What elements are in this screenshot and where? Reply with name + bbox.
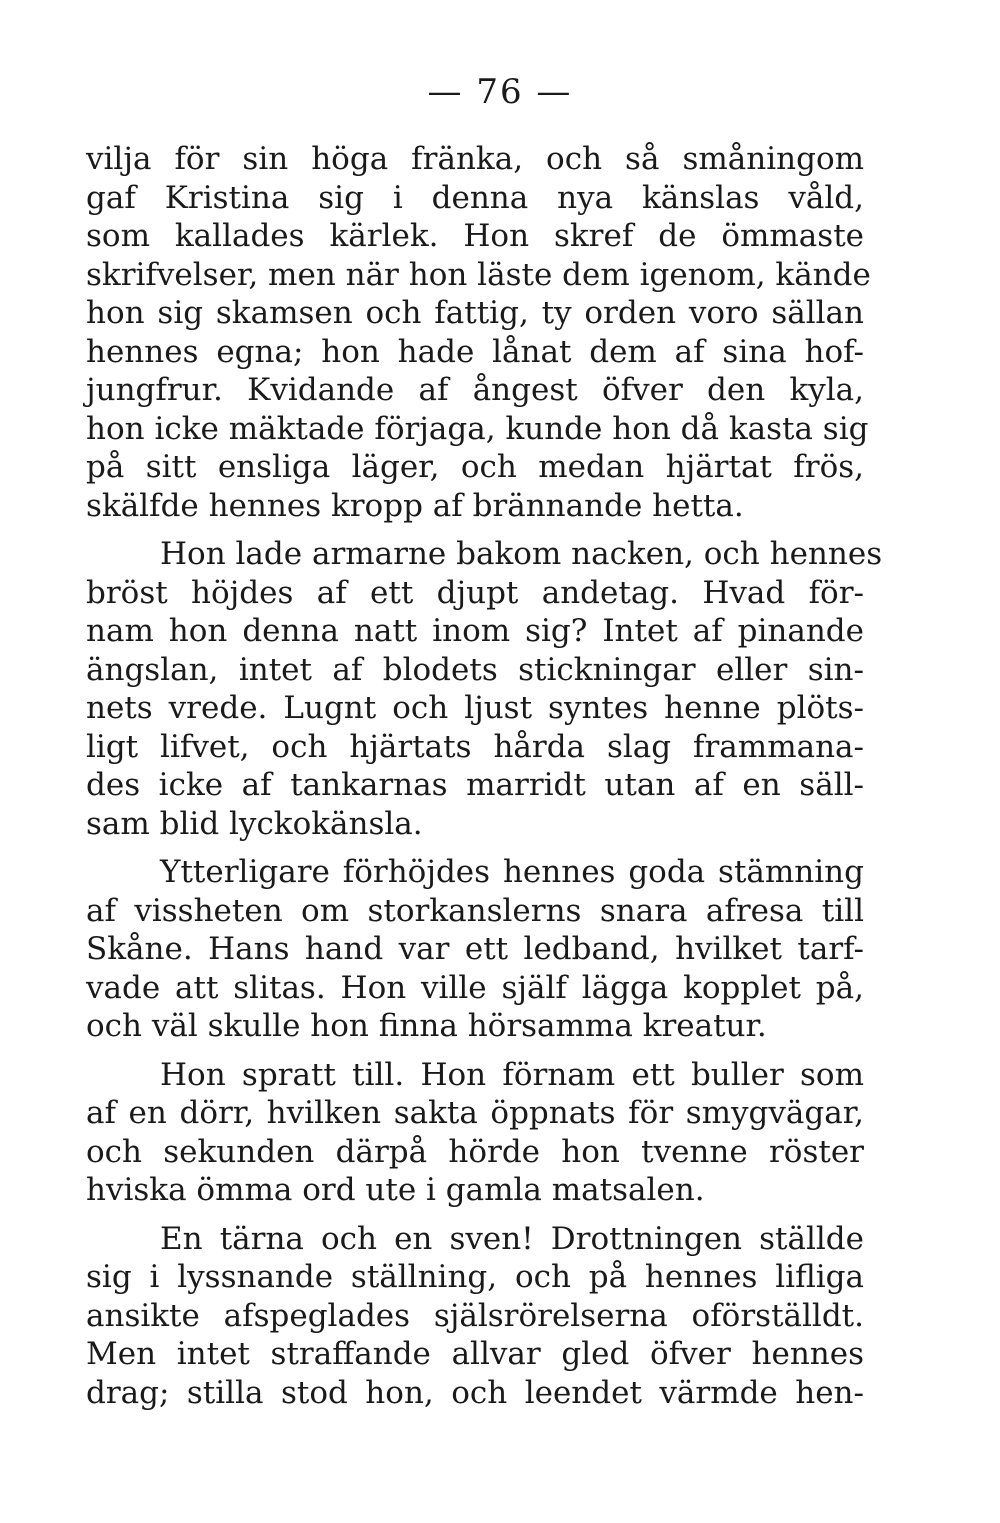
text-line: af vissheten om storkanslerns snara afresa till (86, 892, 864, 929)
text-line: ängslan, intet af blodets stickningar eller sin- (86, 651, 864, 688)
paragraph-5 (86, 1220, 864, 1413)
paragraph-1 (86, 140, 871, 525)
text-line: hon icke mäktade förjaga, kunde hon då kasta sig (86, 410, 869, 447)
text-line: Ytterligare förhöjdes hennes goda stämning (160, 854, 864, 890)
text-line: jungfrur. Kvidande af ångest öfver den kyla, (86, 372, 864, 408)
text-line: En tärna och en sven! Drottningen ställde (160, 1220, 864, 1257)
text-line: drag; stilla stod hon, och leendet värmde hen- (86, 1374, 864, 1411)
text-line: hon sig skamsen och fattig, ty orden voro sällan (86, 295, 864, 331)
paragraph-2 (86, 535, 883, 843)
text-line: hviska ömma ord ute i gamla matsalen. (86, 1172, 705, 1208)
text-line: bröst höjdes af ett djupt andetag. Hvad för- (86, 574, 864, 611)
page-number: — 76 — (427, 72, 573, 112)
text-line: skrifvelser, men när hon läste dem igenom, kände (86, 256, 871, 293)
text-line: gaf Kristina sig i denna nya känslas våld, (86, 179, 864, 216)
text-line: hennes egna; hon hade lånat dem af sina hof- (86, 333, 864, 370)
text-line: på sitt ensliga läger, och medan hjärtat frös, (86, 449, 864, 485)
text-line: Men intet straffande allvar gled öfver hennes (86, 1336, 864, 1372)
paragraph-4 (86, 1056, 864, 1210)
text-line: ligt lifvet, och hjärtats hårda slag frammana- (86, 728, 864, 765)
text-line: sig i lyssnande ställning, och på hennes lifliga (86, 1259, 864, 1295)
text-line: ansikte afspeglades själsrörelserna oförställdt. (86, 1297, 864, 1334)
text-line: vilja för sin höga fränka, och så småningom (86, 141, 864, 177)
text-line: nam hon denna natt inom sig? Intet af pinande (86, 613, 864, 649)
text-line: nets vrede. Lugnt och ljust syntes henne plöts- (86, 690, 864, 726)
text-line: som kallades kärlek. Hon skref de ömmaste (86, 218, 864, 254)
text-line: och väl skulle hon finna hörsamma kreatur. (86, 1008, 767, 1044)
text-line: af en dörr, hvilken sakta öppnats för smygvägar, (86, 1095, 864, 1131)
text-line: och sekunden därpå hörde hon tvenne röster (86, 1133, 864, 1170)
text-line: Hon spratt till. Hon förnam ett buller som (160, 1056, 864, 1093)
text-line: des icke af tankarnas marridt utan af en säll- (86, 767, 864, 803)
text-line: vade att slitas. Hon ville själf lägga kopplet på, (86, 969, 864, 1006)
text-line: Skåne. Hans hand var ett ledband, hvilket tarf- (86, 931, 864, 967)
text-line: skälfde hennes kropp af brännande hetta. (86, 487, 744, 524)
text-line: sam blid lyckokänsla. (86, 805, 423, 842)
text-line: Hon lade armarne bakom nacken, och hennes (160, 536, 883, 572)
body-text (86, 140, 883, 1412)
paragraph-3 (86, 853, 864, 1046)
